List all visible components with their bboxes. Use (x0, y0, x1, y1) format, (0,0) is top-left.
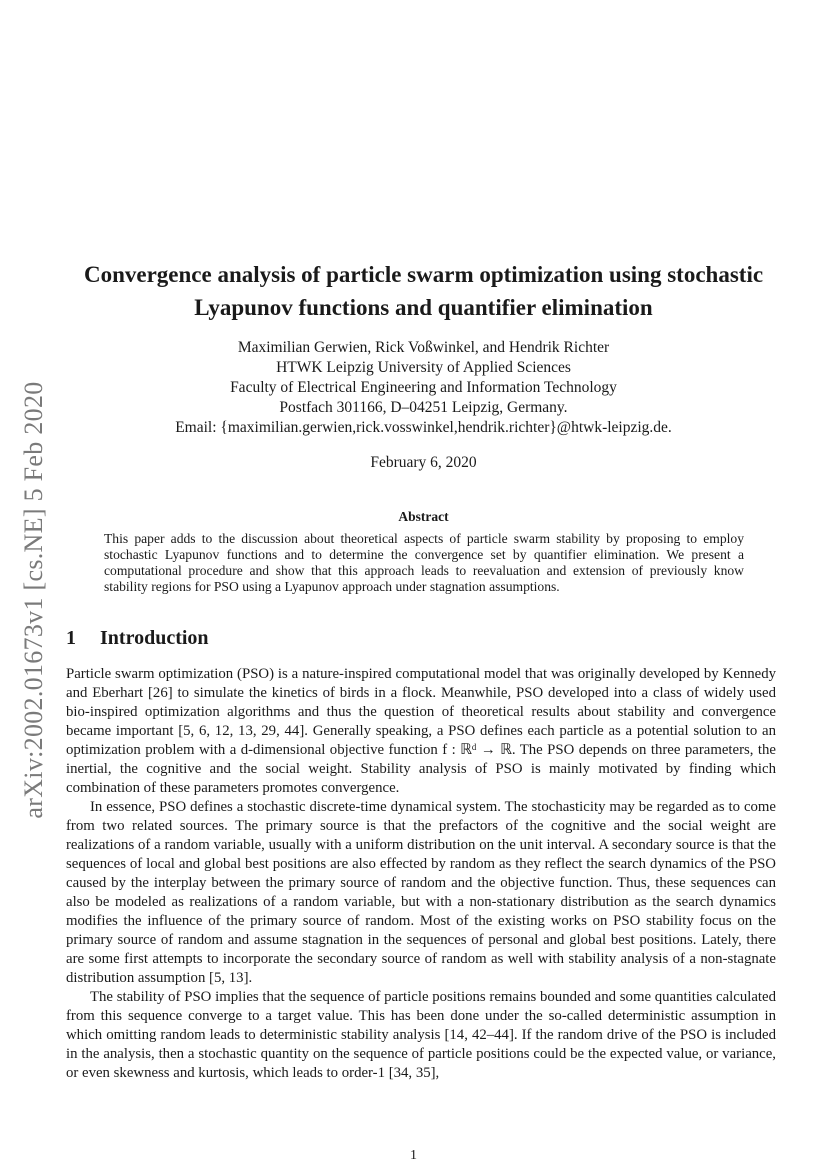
page-number: 1 (410, 1148, 417, 1163)
arxiv-identifier: arXiv:2002.01673v1 [cs.NE] 5 Feb 2020 (19, 381, 48, 819)
faculty: Faculty of Electrical Engineering and Information Technology (230, 379, 617, 396)
paragraph: In essence, PSO defines a stochastic discrete-time dynamical system. The stochasticity may be regarded as to come from two related sources. The primary source is that the prefactors of the cognitive and the social weight are realizations of a random variable, usually with a uniform distribution on the unit interval. A secondary source is that the sequences of local and global best positions are also effected by random as they reflect the search dynamics of the PSO caused by the interplay between the primary source of random and the objective function. Thus, these sequences can also be modeled as realizations of a random variable, but with a non-stationary distribution as the search dynamics modifies the influence of the primary source of random. Most of the existing works on PSO stability focus on the primary source of random and assume stagnation in the sequences of personal and global best positions. Lately, there are some first attempts to incorporate the secondary source of random as well with stability analysis of a non-stagnate distribution assumption [5, 13]. (66, 799, 776, 986)
email-line: Email: {maximilian.gerwien,rick.vosswinkel,hendrik.richter}@htwk-leipzig.de. (175, 419, 672, 436)
postal-address: Postfach 301166, D–04251 Leipzig, Germany. (279, 399, 568, 416)
arxiv-side-stamp (4, 370, 64, 830)
section-title: Introduction (100, 627, 209, 649)
abstract-text: This paper adds to the discussion about theoretical aspects of particle swarm stability by proposing to employ stochastic Lyapunov functions and to determine the convergence set by quantifier elimination. We present a computational procedure and show that this approach leads to reevaluation and extension of previously know stability regions for PSO using a Lyapunov approach under stagnation assumptions. (104, 531, 744, 594)
section-heading (66, 627, 209, 650)
author-names: Maximilian Gerwien, Rick Voßwinkel, and Hendrik Richter (237, 339, 610, 356)
body-text (66, 665, 776, 1083)
affiliation: HTWK Leipzig University of Applied Sciences (276, 359, 571, 376)
paper-date: February 6, 2020 (370, 454, 477, 471)
section-number: 1 (66, 627, 76, 649)
author-block (60, 338, 787, 438)
paper-title: Convergence analysis of particle swarm optimization using stochastic Lyapunov functions and quantifier elimination (83, 262, 764, 320)
paragraph: The stability of PSO implies that the sequence of particle positions remains bounded and some quantities calculated from this sequence converge to a target value. This has been done under the so-called deterministic assumption in which omitting random leads to deterministic stability analysis [14, 42–44]. If the random drive of the PSO is included in the analysis, then a stochastic quantity on the sequence of particle positions could be the expected value, or variance, or even skewness and kurtosis, which leads to order-1 [34, 35], (66, 989, 776, 1081)
paragraph: Particle swarm optimization (PSO) is a nature-inspired computational model that was originally developed by Kennedy and Eberhart [26] to simulate the kinetics of birds in a flock. Meanwhile, PSO developed into a class of widely used bio-inspired optimization algorithms and thus the question of theoretical results about stability and convergence became important [5, 6, 12, 13, 29, 44]. Generally speaking, a PSO defines each particle as a potential solution to an optimization problem with a d-dimensional objective function f : ℝᵈ → ℝ. The PSO depends on three parameters, the inertial, the cognitive and the social weight. Stability analysis of PSO is mainly motivated by finding which combination of these parameters promotes convergence. (66, 666, 776, 796)
abstract-heading: Abstract (398, 509, 449, 524)
